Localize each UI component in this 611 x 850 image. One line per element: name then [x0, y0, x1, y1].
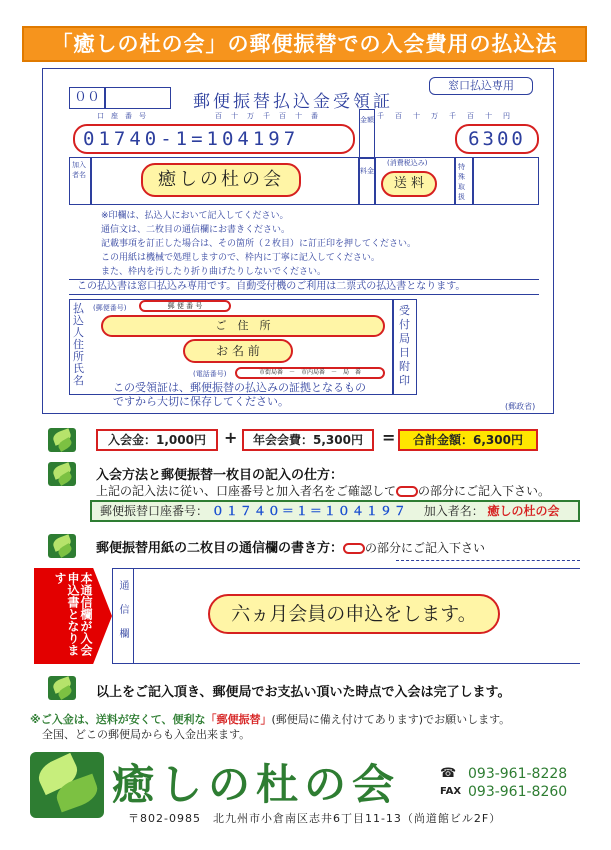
leaf-icon — [48, 462, 76, 486]
account-value: ０１７４０＝１＝１０４１９７ — [211, 504, 408, 518]
note-line: また、枠内を汚したり折り曲げたりしないでください。 — [101, 267, 327, 277]
form-heading: 郵便振替払込金受領証 — [193, 92, 393, 112]
form-serial-blank — [105, 87, 171, 109]
leaf-icon — [48, 428, 76, 452]
footer-brand: 癒しの杜の会 — [112, 760, 401, 809]
digit-header: 千 — [263, 112, 270, 120]
fax-label: FAX — [440, 786, 462, 797]
red-oval-marker — [396, 486, 418, 497]
account-info-bar — [90, 500, 580, 522]
fax-number: 093-961-8260 — [468, 784, 568, 800]
comm-label: 通信欄 — [112, 568, 134, 664]
digit-header: 十 — [295, 112, 302, 120]
leaf-icon — [48, 534, 76, 558]
comm-message: 六ヵ月会員の申込をします。 — [208, 594, 500, 634]
account-label: 郵便振替口座番号： — [100, 504, 209, 518]
special-cell — [473, 157, 539, 205]
digit-header: 十 — [231, 112, 238, 120]
fee-value: 送 料 — [381, 171, 437, 197]
window-only-badge: 窓口払込専用 — [429, 77, 533, 95]
section3-heading-b: の部分にご記入下さい — [365, 541, 486, 555]
stamp-label: 受付局日附印 — [393, 299, 417, 395]
arrow-text: 本通信欄が入会申込書となります — [53, 572, 93, 656]
digit-header: 万 — [247, 112, 254, 120]
comm-top-edge — [396, 560, 580, 574]
payer-side-label: 払込人住所氏名 — [73, 302, 84, 387]
section3-heading — [96, 537, 485, 556]
address-field: ご 住 所 — [101, 315, 385, 337]
digit-headers — [215, 111, 318, 121]
phone-field: 市街局番 － 市内局番 － 局 番 — [235, 367, 385, 379]
logo-icon — [30, 752, 104, 818]
amount-headers — [377, 111, 510, 121]
phone-prefix: (電話番号) — [193, 370, 227, 378]
equals-sign: = — [382, 428, 396, 447]
fee-label: 料金 — [359, 157, 375, 205]
amount-header: 百 — [467, 112, 474, 120]
form-serial: ００ — [69, 87, 105, 109]
fee-tax-note: (消費税込み) — [387, 159, 428, 167]
section2-heading: 入会方法と郵便振替一枚目の記入の仕方： — [96, 468, 344, 483]
note-line: この用紙は機械で処理しますので、枠内に丁寧に記入してください。 — [101, 253, 380, 263]
payee-value: 癒しの杜の会 — [141, 163, 301, 197]
note-line: 記載事項を訂正した場合は、その箇所（２枚目）に訂正印を押してください。 — [101, 239, 417, 249]
section2-body-b: の部分にご記入下さい。 — [418, 484, 551, 498]
special-label: 特殊取扱 — [455, 157, 473, 205]
digit-header: 百 — [215, 112, 222, 120]
form-notes — [101, 209, 416, 279]
amount-value: 6300 — [455, 124, 539, 154]
payee-label: 加入者名 — [69, 157, 91, 205]
footnote-line1-b: (郵便局に備え付けてあります)でお願いします。 — [271, 713, 511, 726]
account-number-value: 01740-1=104197 — [73, 124, 355, 154]
keep-note: この受領証は、郵便振替の払込みの証拠となるものですから大切に保存してください。 — [113, 381, 366, 408]
footnote-line1 — [30, 712, 510, 727]
payee-value-2: 癒しの杜の会 — [487, 504, 560, 518]
section3-heading-a: 郵便振替用紙の二枚目の通信欄の書き方： — [96, 541, 344, 556]
amount-header: 千 — [449, 112, 456, 120]
amount-header: 十 — [485, 112, 492, 120]
section2-body — [96, 482, 550, 499]
digit-header: 百 — [279, 112, 286, 120]
leaf-icon — [48, 676, 76, 700]
footnote-line2: 全国、どこの郵便局からも入金出来ます。 — [42, 728, 251, 741]
red-oval-marker — [343, 543, 365, 554]
window-notice: この払込書は窓口払込み専用です。自動受付機のご利用は二票式の払込書となります。 — [69, 279, 539, 295]
account-number-label: 口 座 番 号 — [97, 112, 146, 120]
footnote-highlight: 「郵便振替」 — [205, 713, 272, 726]
amount-header: 万 — [431, 112, 438, 120]
page-title: 「癒しの杜の会」の郵便振替での入会費用の払込法 — [22, 26, 587, 62]
total-fee: 合計金額：6,300円 — [398, 429, 538, 451]
plus-sign: + — [224, 428, 238, 447]
digit-header: 番 — [311, 112, 318, 120]
footnote — [30, 712, 510, 742]
amount-label: 金額 — [359, 109, 375, 159]
tel-number: 093-961-8228 — [468, 766, 568, 782]
postal-code-prefix: (郵便番号) — [93, 304, 127, 312]
payee-label-2: 加入者名： — [423, 504, 484, 518]
section4-heading: 以上をご記入頂き、郵便局でお支払い頂いた時点で入会は完了します。 — [96, 685, 511, 700]
note-line: 通信文は、二枚目の通信欄にお書きください。 — [101, 225, 291, 235]
annual-fee: 年会会費：5,300円 — [242, 429, 374, 451]
postal-code-field: 郵 便 番 号 — [139, 300, 231, 312]
name-field: お 名 前 — [183, 339, 293, 363]
tel-label: ☎ — [440, 766, 457, 781]
amount-header: 十 — [413, 112, 420, 120]
section2-body-a: 上記の記入法に従い、口座番号と加入者名をご確認して — [96, 484, 397, 498]
note-line: ※印欄は、払込人において記入してください。 — [101, 211, 289, 221]
ministry-label: (郵政省) — [505, 402, 536, 411]
amount-header: 円 — [503, 112, 510, 120]
entry-fee: 入会金：1,000円 — [96, 429, 218, 451]
postal-transfer-form — [42, 68, 554, 414]
amount-header: 千 — [377, 112, 384, 120]
amount-header: 百 — [395, 112, 402, 120]
footer-address: 〒802-0985 北九州市小倉南区志井6丁目11-13（尚道館ビル2F） — [128, 812, 502, 825]
footnote-line1-a: ※ご入金は、送料が安くて、便利な — [30, 713, 206, 726]
